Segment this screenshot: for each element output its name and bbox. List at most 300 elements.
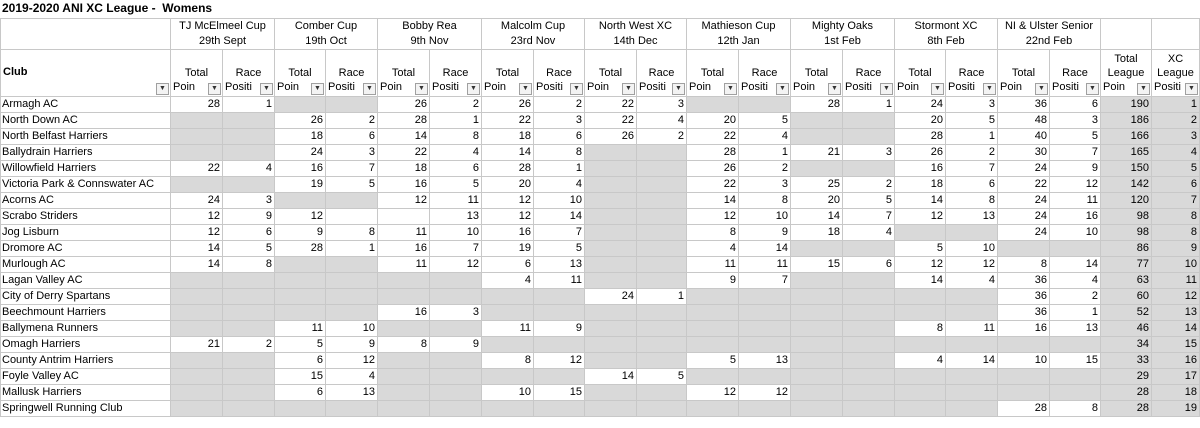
club-name: Ballymena Runners (1, 321, 171, 337)
position-header (946, 50, 998, 97)
race-points: 8 (998, 257, 1050, 273)
race-position: 3 (637, 97, 687, 113)
race-points: 18 (275, 129, 326, 145)
club-header: Club (3, 66, 28, 78)
club-name: Foyle Valley AC (1, 369, 171, 385)
league-total-points: 98 (1101, 209, 1152, 225)
empty-cell (223, 321, 275, 337)
race-position: 9 (534, 321, 585, 337)
league-total-points: 33 (1101, 353, 1152, 369)
filter-dropdown-button[interactable] (1086, 83, 1099, 95)
table-row (1, 177, 1200, 193)
event-date: 29th Sept (171, 34, 275, 50)
race-points: 9 (275, 225, 326, 241)
filter-dropdown-button[interactable] (931, 83, 944, 95)
league-total-points: 150 (1101, 161, 1152, 177)
empty-cell (739, 97, 791, 113)
race-position: 8 (1050, 401, 1101, 417)
race-points: 12 (171, 225, 223, 241)
position-header-label-1: Race (442, 67, 469, 79)
race-points: 8 (687, 225, 739, 241)
race-points: 22 (378, 145, 430, 161)
empty-cell (171, 289, 223, 305)
empty-cell (534, 337, 585, 353)
filter-dropdown-button[interactable] (672, 83, 685, 95)
race-points: 26 (585, 129, 637, 145)
race-position: 4 (739, 129, 791, 145)
dropdown-arrow-icon: ▼ (211, 85, 218, 92)
empty-cell (430, 353, 482, 369)
event-date: 22nd Feb (998, 34, 1101, 50)
position-header (430, 50, 482, 97)
table-row (1, 145, 1200, 161)
race-position: 12 (739, 385, 791, 401)
empty-cell (637, 209, 687, 225)
empty-cell (223, 145, 275, 161)
empty-cell (223, 273, 275, 289)
empty-cell (946, 369, 998, 385)
position-header-label-1: Race (751, 67, 778, 79)
race-points: 12 (687, 385, 739, 401)
empty-cell (223, 177, 275, 193)
race-position: 5 (430, 177, 482, 193)
empty-cell (687, 337, 739, 353)
empty-cell (275, 257, 326, 273)
empty-cell (430, 401, 482, 417)
empty-cell (585, 177, 637, 193)
dropdown-arrow-icon: ▼ (366, 85, 373, 92)
empty-cell (998, 241, 1050, 257)
race-points: 16 (378, 305, 430, 321)
dropdown-arrow-icon: ▼ (1089, 85, 1096, 92)
dropdown-arrow-icon: ▼ (1188, 85, 1195, 92)
empty-cell (791, 161, 843, 177)
race-position: 1 (326, 241, 378, 257)
empty-cell (637, 257, 687, 273)
empty-cell (946, 401, 998, 417)
league-position: 17 (1152, 369, 1200, 385)
race-position: 10 (946, 241, 998, 257)
race-points: 11 (378, 257, 430, 273)
empty-cell (585, 241, 637, 257)
empty-cell (585, 161, 637, 177)
race-position: 4 (843, 225, 895, 241)
league-total-points: 34 (1101, 337, 1152, 353)
empty-cell (791, 385, 843, 401)
points-header-label-1: Total (495, 67, 520, 79)
race-points: 14 (171, 241, 223, 257)
race-position (326, 209, 378, 225)
race-position: 2 (946, 145, 998, 161)
points-header-label-2: Poin (1000, 81, 1023, 93)
filter-dropdown-button[interactable] (156, 83, 169, 95)
table-row (1, 401, 1200, 417)
empty-cell (637, 273, 687, 289)
race-points: 20 (687, 113, 739, 129)
empty-cell (895, 401, 946, 417)
race-position: 5 (946, 113, 998, 129)
position-header-label-1: Race (338, 67, 365, 79)
dropdown-arrow-icon: ▼ (159, 85, 166, 92)
race-position: 1 (223, 97, 275, 113)
empty-cell (275, 193, 326, 209)
league-total-points: 28 (1101, 401, 1152, 417)
empty-cell (791, 321, 843, 337)
race-points: 6 (482, 257, 534, 273)
position-header-label-2: Positi (536, 81, 563, 93)
race-position: 6 (223, 225, 275, 241)
empty-cell (843, 337, 895, 353)
league-position: 3 (1152, 129, 1200, 145)
race-position: 12 (430, 257, 482, 273)
race-points: 14 (687, 193, 739, 209)
race-position: 13 (326, 385, 378, 401)
empty-cell (895, 337, 946, 353)
league-points-header-label-1: Total (1114, 53, 1138, 65)
empty-cell (171, 401, 223, 417)
race-points: 20 (895, 113, 946, 129)
league-total-points: 142 (1101, 177, 1152, 193)
filter-dropdown-button[interactable] (828, 83, 841, 95)
points-header (482, 50, 534, 97)
race-points: 36 (998, 289, 1050, 305)
filter-dropdown-button[interactable] (1137, 83, 1150, 95)
filter-dropdown-button[interactable] (570, 83, 583, 95)
empty-cell (275, 97, 326, 113)
race-position: 15 (1050, 353, 1101, 369)
race-points: 6 (275, 385, 326, 401)
event-name-row (1, 19, 1200, 35)
race-position: 7 (326, 161, 378, 177)
dropdown-arrow-icon: ▼ (883, 85, 890, 92)
race-points: 14 (895, 193, 946, 209)
race-position: 7 (946, 161, 998, 177)
position-header-label-1: Race (958, 67, 985, 79)
empty-cell (895, 385, 946, 401)
club-name: Scrabo Striders (1, 209, 171, 225)
race-points: 12 (171, 209, 223, 225)
race-points: 28 (791, 97, 843, 113)
empty-cell (378, 401, 430, 417)
race-points: 24 (585, 289, 637, 305)
league-position-header-label-3: Positi (1154, 81, 1181, 93)
empty-cell (223, 401, 275, 417)
filter-dropdown-button[interactable] (519, 83, 532, 95)
table-row (1, 241, 1200, 257)
club-name: Murlough AC (1, 257, 171, 273)
club-name: Lagan Valley AC (1, 273, 171, 289)
filter-dropdown-button[interactable] (260, 83, 273, 95)
race-points: 26 (378, 97, 430, 113)
filter-dropdown-button[interactable] (363, 83, 376, 95)
race-points: 16 (275, 161, 326, 177)
race-position: 1 (1050, 305, 1101, 321)
position-header-label-1: Race (855, 67, 882, 79)
empty-cell (326, 193, 378, 209)
position-header-label-2: Positi (639, 81, 666, 93)
race-position: 4 (326, 369, 378, 385)
empty-cell (895, 225, 946, 241)
filter-dropdown-button[interactable] (983, 83, 996, 95)
filter-dropdown-button[interactable] (1035, 83, 1048, 95)
points-header-label-1: Total (391, 67, 416, 79)
empty-cell (326, 257, 378, 273)
empty-cell (378, 273, 430, 289)
race-position: 10 (534, 193, 585, 209)
empty-cell (637, 241, 687, 257)
race-position: 7 (1050, 145, 1101, 161)
race-position: 5 (637, 369, 687, 385)
race-points: 12 (275, 209, 326, 225)
race-points: 5 (275, 337, 326, 353)
race-points: 26 (687, 161, 739, 177)
league-position: 18 (1152, 385, 1200, 401)
position-header-label-2: Positi (741, 81, 768, 93)
empty-cell (378, 369, 430, 385)
race-position: 7 (534, 225, 585, 241)
event-name: North West XC (585, 19, 687, 35)
race-points: 24 (171, 193, 223, 209)
empty-cell (223, 369, 275, 385)
table-row (1, 97, 1200, 113)
race-points: 12 (895, 209, 946, 225)
filter-dropdown-button[interactable] (880, 83, 893, 95)
race-position: 13 (1050, 321, 1101, 337)
points-header (791, 50, 843, 97)
empty-cell (791, 353, 843, 369)
empty-cell (791, 129, 843, 145)
empty-cell (739, 337, 791, 353)
race-points: 18 (378, 161, 430, 177)
event-date: 1st Feb (791, 34, 895, 50)
filter-dropdown-button[interactable] (208, 83, 221, 95)
league-position: 10 (1152, 257, 1200, 273)
race-position: 12 (534, 353, 585, 369)
points-header-label-2: Poin (380, 81, 403, 93)
race-position: 1 (946, 129, 998, 145)
race-position: 4 (223, 161, 275, 177)
table-row (1, 321, 1200, 337)
empty-cell (326, 97, 378, 113)
empty-cell (171, 145, 223, 161)
race-position: 4 (1050, 273, 1101, 289)
race-position: 3 (739, 177, 791, 193)
points-header (687, 50, 739, 97)
table-row (1, 369, 1200, 385)
race-points: 24 (998, 193, 1050, 209)
race-position: 3 (430, 305, 482, 321)
empty-cell (585, 209, 637, 225)
race-position: 9 (739, 225, 791, 241)
race-position: 9 (430, 337, 482, 353)
race-position: 2 (326, 113, 378, 129)
race-points: 12 (895, 257, 946, 273)
empty-cell (534, 369, 585, 385)
empty-cell (843, 241, 895, 257)
race-points: 12 (482, 209, 534, 225)
race-position: 3 (223, 193, 275, 209)
empty-cell (843, 113, 895, 129)
club-name: Beechmount Harriers (1, 305, 171, 321)
race-points: 16 (895, 161, 946, 177)
race-points (378, 209, 430, 225)
race-points: 24 (998, 161, 1050, 177)
table-row (1, 129, 1200, 145)
race-position: 10 (1050, 225, 1101, 241)
race-points: 14 (895, 273, 946, 289)
filter-dropdown-button[interactable] (724, 83, 737, 95)
race-points: 14 (585, 369, 637, 385)
table-row (1, 289, 1200, 305)
race-points: 12 (687, 209, 739, 225)
race-position: 6 (946, 177, 998, 193)
race-position: 9 (223, 209, 275, 225)
filter-dropdown-button[interactable] (622, 83, 635, 95)
position-header (223, 50, 275, 97)
empty-cell (585, 321, 637, 337)
race-points: 28 (998, 401, 1050, 417)
race-position: 5 (326, 177, 378, 193)
empty-cell (637, 321, 687, 337)
empty-cell (895, 289, 946, 305)
race-position: 10 (326, 321, 378, 337)
position-header (1050, 50, 1101, 97)
race-position: 11 (1050, 193, 1101, 209)
race-position: 6 (843, 257, 895, 273)
league-position: 6 (1152, 177, 1200, 193)
race-position: 15 (534, 385, 585, 401)
empty-cell (637, 385, 687, 401)
race-position: 6 (326, 129, 378, 145)
race-points: 22 (687, 129, 739, 145)
race-points: 11 (275, 321, 326, 337)
race-position: 10 (430, 225, 482, 241)
event-name: NI & Ulster Senior (998, 19, 1101, 35)
race-position: 1 (534, 161, 585, 177)
event-date: 23rd Nov (482, 34, 585, 50)
empty-cell (482, 401, 534, 417)
league-table (0, 18, 1200, 417)
dropdown-arrow-icon: ▼ (470, 85, 477, 92)
empty-cell (171, 305, 223, 321)
league-position: 19 (1152, 401, 1200, 417)
empty-cell (637, 225, 687, 241)
race-position: 8 (534, 145, 585, 161)
empty-cell (843, 289, 895, 305)
empty-cell (378, 385, 430, 401)
league-points-header-label-3: Poin (1103, 81, 1126, 93)
race-points: 19 (482, 241, 534, 257)
empty-cell (895, 369, 946, 385)
points-header-label-1: Total (1011, 67, 1036, 79)
race-points: 5 (895, 241, 946, 257)
event-date: 8th Feb (895, 34, 998, 50)
race-position: 14 (1050, 257, 1101, 273)
empty-cell (637, 161, 687, 177)
race-points: 28 (482, 161, 534, 177)
event-name: Comber Cup (275, 19, 378, 35)
race-points: 18 (482, 129, 534, 145)
race-points: 24 (998, 209, 1050, 225)
race-position: 5 (739, 113, 791, 129)
empty-cell (687, 305, 739, 321)
race-points: 22 (482, 113, 534, 129)
race-position: 4 (430, 145, 482, 161)
race-points: 12 (482, 193, 534, 209)
race-position: 5 (1050, 129, 1101, 145)
empty-cell (275, 289, 326, 305)
table-row (1, 337, 1200, 353)
filter-dropdown-button[interactable] (776, 83, 789, 95)
league-position: 5 (1152, 161, 1200, 177)
club-name: Ballydrain Harriers (1, 145, 171, 161)
empty-cell (843, 385, 895, 401)
league-position: 8 (1152, 209, 1200, 225)
table-row (1, 193, 1200, 209)
position-header-label-2: Positi (328, 81, 355, 93)
league-total-points: 63 (1101, 273, 1152, 289)
league-total-points: 98 (1101, 225, 1152, 241)
league-total-points: 186 (1101, 113, 1152, 129)
points-header (171, 50, 223, 97)
race-points: 16 (378, 241, 430, 257)
club-name: Dromore AC (1, 241, 171, 257)
empty-cell (482, 369, 534, 385)
filter-dropdown-button[interactable] (1185, 83, 1198, 95)
empty-cell (946, 337, 998, 353)
race-points: 24 (275, 145, 326, 161)
race-points: 22 (687, 177, 739, 193)
empty-cell (378, 353, 430, 369)
race-position: 6 (430, 161, 482, 177)
empty-cell (637, 145, 687, 161)
empty-cell (171, 273, 223, 289)
empty-cell (223, 353, 275, 369)
filter-dropdown-button[interactable] (467, 83, 480, 95)
race-points: 28 (275, 241, 326, 257)
race-position: 2 (739, 161, 791, 177)
dropdown-arrow-icon: ▼ (1140, 85, 1147, 92)
empty-cell (843, 401, 895, 417)
empty-cell (171, 353, 223, 369)
empty-cell (482, 337, 534, 353)
race-points: 10 (998, 353, 1050, 369)
race-position: 3 (534, 113, 585, 129)
league-position: 12 (1152, 289, 1200, 305)
race-position: 8 (326, 225, 378, 241)
race-points: 5 (687, 353, 739, 369)
empty-cell (430, 321, 482, 337)
club-name: Omagh Harriers (1, 337, 171, 353)
empty-cell (430, 273, 482, 289)
club-name: Mallusk Harriers (1, 385, 171, 401)
empty-cell (430, 369, 482, 385)
empty-cell (739, 289, 791, 305)
empty-cell (223, 305, 275, 321)
race-position: 13 (739, 353, 791, 369)
filter-dropdown-button[interactable] (415, 83, 428, 95)
points-header (585, 50, 637, 97)
empty-cell (534, 401, 585, 417)
race-points: 11 (482, 321, 534, 337)
filter-dropdown-button[interactable] (311, 83, 324, 95)
league-points-header (1101, 50, 1152, 97)
empty-cell (171, 129, 223, 145)
club-name: County Antrim Harriers (1, 353, 171, 369)
race-position: 6 (534, 129, 585, 145)
dropdown-arrow-icon: ▼ (522, 85, 529, 92)
race-position: 11 (430, 193, 482, 209)
